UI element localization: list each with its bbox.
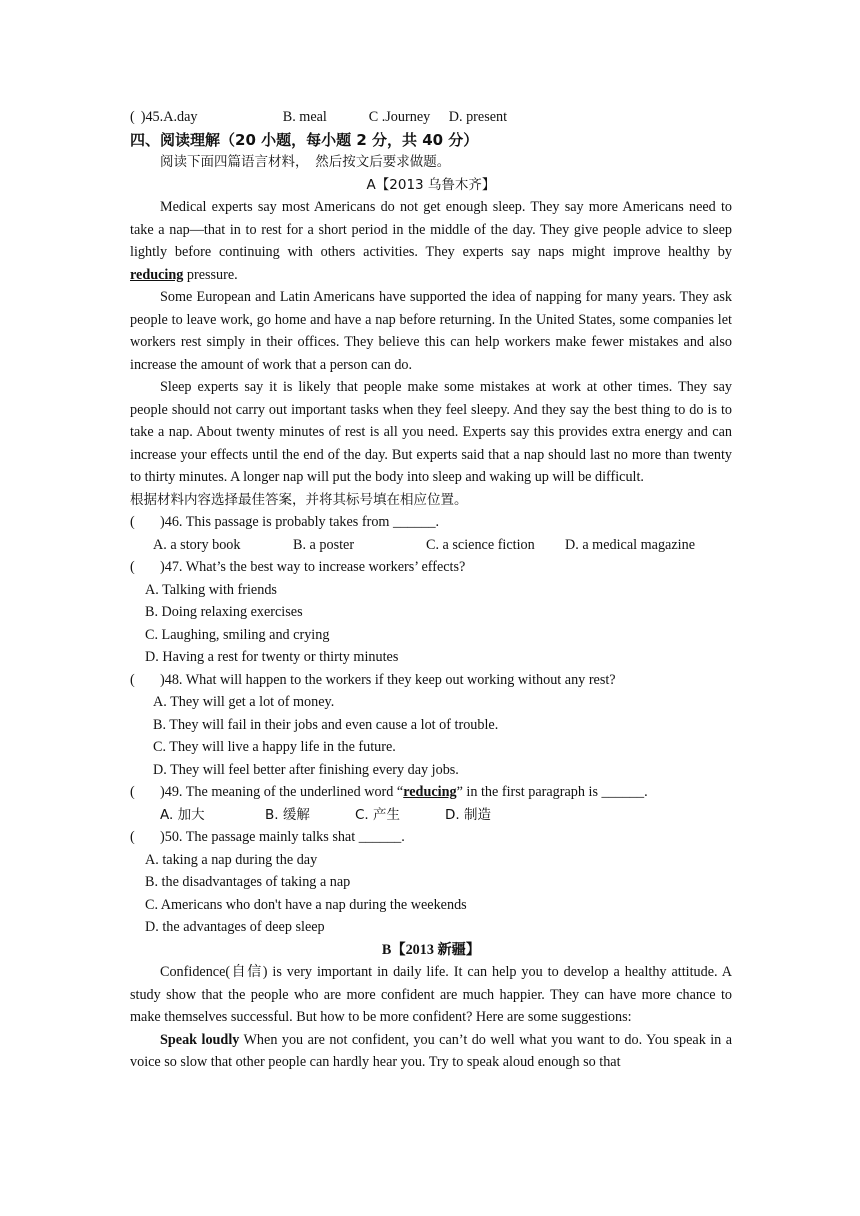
question-48-stem: )48. What will happen to the workers if they keep out working without any rest?	[160, 671, 616, 688]
option-b: B. 缓解	[265, 806, 310, 823]
tip-heading: Speak loudly	[160, 1031, 240, 1048]
question-50: ( )50. The passage mainly talks shat ______.	[130, 829, 405, 845]
underlined-word: reducing	[403, 784, 457, 800]
passage-a-paragraph-3: Sleep experts say it is likely that people make some mistakes at work at other times. They say people should not carry out important tasks when they feel sleepy. And they say the best thing to do is to take a nap. About twenty minutes of rest is all you need. Experts say this provides extra energy and can increase your effects until the end of the day. But experts said that a nap should last no more than twenty to thirty minutes. A longer nap will put the body into sleep and waking up will be difficult.	[130, 379, 732, 485]
question-46: ( )46. This passage is probably takes from ______.	[130, 514, 440, 530]
question-45-stem: )45.A.day	[140, 109, 198, 125]
option-d: D. the advantages of deep sleep	[145, 919, 325, 935]
passage-a-paragraph-1	[130, 196, 732, 286]
question-50-stem: )50. The passage mainly talks shat ______.	[160, 829, 405, 845]
option-b: B. a poster	[293, 536, 355, 553]
option-d: D. a medical magazine	[565, 536, 695, 553]
option-c: C. 产生	[355, 806, 401, 823]
underlined-word: reducing	[130, 266, 184, 283]
question-49: ( )49. The meaning of the underlined word “reducing” in the first paragraph is ______.	[130, 784, 648, 800]
option-d: D. present	[448, 109, 508, 125]
option-b: B. meal	[282, 109, 327, 125]
passage-b-heading: B【2013 新疆】	[381, 941, 481, 958]
option-c: C. Americans who don't have a nap during the weekends	[145, 896, 467, 913]
option-b: B. They will fail in their jobs and even cause a lot of trouble.	[153, 716, 499, 733]
passage-b-paragraph-1: Confidence(自信) is very important in daily life. It can help you to develop a healthy attitude. A study show that the people who are more confident are much happier. They can have more chance to make themselves successful. But how to be more confident? Here are some suggestions:	[130, 964, 732, 1025]
passage-a-heading: A【2013 乌鲁木齐】	[366, 176, 496, 193]
option-a: A. a story book	[153, 536, 241, 553]
section-title: 四、阅读理解（20 小题，每小题 2 分，共 40 分）	[130, 130, 479, 149]
option-c: C. They will live a happy life in the future.	[153, 739, 396, 755]
question-47-stem: )47. What’s the best way to increase workers’ effects?	[160, 559, 466, 575]
option-a: A. taking a nap during the day	[145, 851, 318, 868]
paragraph-text: Medical experts say most Americans do not get enough sleep. They say more Americans need to take a nap—that in to rest for a short period in the middle of the day. They give people advice to sleep lightly before continuing with others activities. They experts say naps might improve healthy by	[130, 199, 732, 260]
question-46-stem: )46. This passage is probably takes from ______.	[160, 514, 440, 530]
option-a: A. They will get a lot of money.	[153, 694, 335, 710]
question-47: ( )47. What’s the best way to increase workers’ effects?	[130, 559, 466, 575]
option-b: B. Doing relaxing exercises	[145, 604, 303, 620]
section-instruction: 阅读下面四篇语言材料， 然后按文后要求做题。	[160, 154, 451, 170]
question-49-options	[130, 804, 732, 827]
question-46-options	[130, 534, 732, 557]
option-a: A. 加大	[160, 806, 205, 823]
question-49-stem-end: ” in the first paragraph is ______.	[456, 784, 648, 800]
passage-a-instruction: 根据材料内容选择最佳答案，并将其标号填在相应位置。	[130, 491, 468, 508]
option-d: D. Having a rest for twenty or thirty minutes	[145, 649, 399, 665]
option-c: C .Journey	[368, 109, 431, 125]
worksheet-page	[130, 106, 732, 1074]
question-49-stem: )49. The meaning of the underlined word “	[160, 784, 404, 800]
option-c: C. a science fiction	[426, 536, 535, 553]
paragraph-text: pressure.	[183, 266, 238, 283]
question-48: ( )48. What will happen to the workers if they keep out working without any rest?	[130, 671, 616, 688]
answer-paren: (	[130, 109, 135, 125]
option-b: B. the disadvantages of taking a nap	[145, 874, 351, 890]
question-45	[130, 106, 732, 129]
passage-b-paragraph-2	[130, 1029, 732, 1074]
option-d: D. 制造	[445, 806, 491, 823]
paragraph-text: When you are not confident, you can’t do well what you want to do. You speak in a voice so slow that other people can hardly hear you. Try to speak aloud enough so that	[130, 1031, 732, 1070]
passage-a-paragraph-2: Some European and Latin Americans have supported the idea of napping for many years. They ask people to leave work, go home and have a nap before returning. In the United States, some companies let workers rest simply in their offices. They believe this can help workers make fewer mistakes and also increase the amount of work that a person can do.	[130, 289, 732, 373]
option-c: C. Laughing, smiling and crying	[145, 626, 330, 643]
option-a: A. Talking with friends	[145, 581, 277, 598]
option-d: D. They will feel better after finishing every day jobs.	[153, 761, 459, 778]
